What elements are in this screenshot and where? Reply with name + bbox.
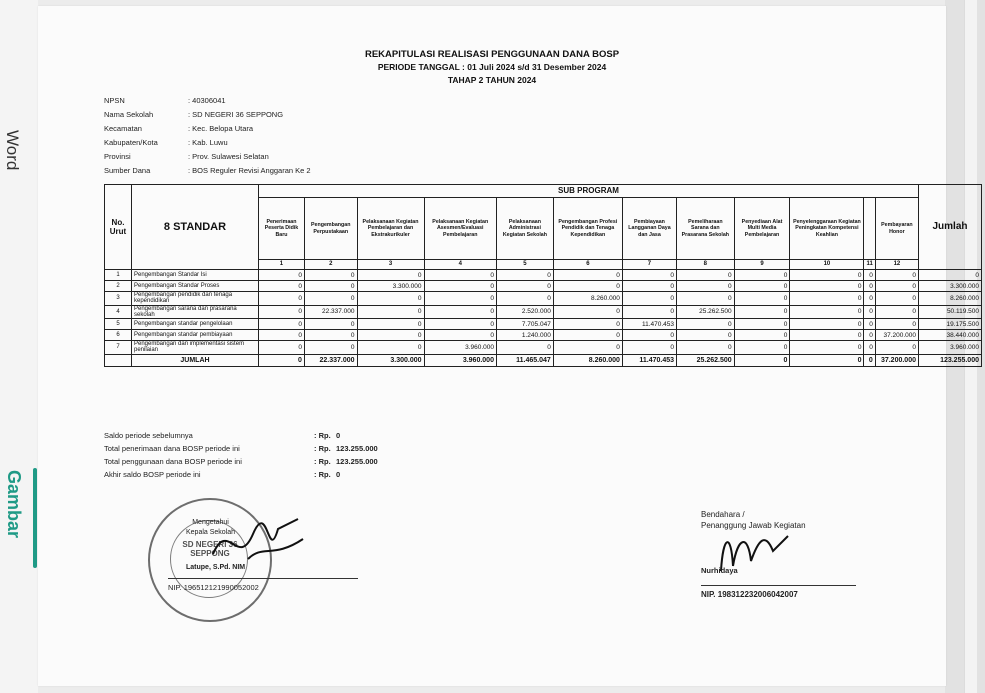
row-value-cell: 0 [790, 292, 864, 306]
row-value-cell: 0 [790, 305, 864, 319]
document-page [38, 6, 979, 686]
row-value-cell: 0 [259, 330, 305, 341]
summary-currency: : Rp. [314, 457, 331, 466]
right-role-line2: Penanggung Jawab Kegiatan [701, 521, 806, 530]
info-row [104, 96, 311, 110]
left-signature-line [168, 578, 358, 579]
left-signatory-role: Mengetahui Kepala Sekolah [186, 519, 236, 536]
row-standard-name: Pengembangan standar pembiayaan [132, 330, 259, 341]
col-number: 8 [677, 260, 735, 270]
info-value: : 40306041 [188, 96, 226, 105]
row-standard-name: Pengembangan sarana dan prasarana sekolah [132, 305, 259, 319]
row-number: 7 [105, 341, 132, 355]
row-value-cell: 0 [357, 341, 424, 355]
col-number: 5 [496, 260, 553, 270]
row-value-cell: 0 [875, 270, 918, 281]
row-value-cell: 0 [553, 281, 622, 292]
row-value-cell: 0 [622, 305, 676, 319]
doc-period: PERIODE TANGGAL : 01 Juli 2024 s/d 31 Desember 2024 [377, 62, 607, 72]
row-value-cell: 0 [424, 305, 496, 319]
total-label: JUMLAH [132, 354, 259, 366]
total-value-cell: 0 [259, 354, 305, 366]
sidebar-word-label[interactable]: Word [3, 130, 22, 171]
row-value-cell: 0 [357, 330, 424, 341]
row-value-cell: 0 [622, 341, 676, 355]
row-number: 3 [105, 292, 132, 306]
row-number: 5 [105, 319, 132, 330]
col-number: 1 [259, 260, 305, 270]
row-value-cell: 0 [677, 270, 735, 281]
total-value-cell: 0 [864, 354, 875, 366]
row-standard-name: Pengembangan standar pengelolaan [132, 319, 259, 330]
summary-label: Saldo periode sebelumnya [104, 431, 193, 440]
row-number: 2 [105, 281, 132, 292]
row-jumlah-cell: 3.300.000 [919, 281, 982, 292]
header-jumlah: Jumlah [919, 185, 982, 270]
total-blank-cell [105, 354, 132, 366]
summary-currency: : Rp. [314, 444, 331, 453]
summary-row [104, 444, 378, 457]
sub-header: Pembayaran Honor [875, 198, 918, 260]
row-value-cell: 22.337.000 [304, 305, 357, 319]
total-value-cell: 37.200.000 [875, 354, 918, 366]
row-value-cell: 0 [424, 281, 496, 292]
row-value-cell: 2.520.000 [496, 305, 553, 319]
row-value-cell: 7.705.047 [496, 319, 553, 330]
row-standard-name: Pengembangan pendidik dan tenaga kependidikan [132, 292, 259, 306]
row-value-cell: 0 [864, 319, 875, 330]
row-value-cell: 0 [304, 270, 357, 281]
total-value-cell: 22.337.000 [304, 354, 357, 366]
row-value-cell: 0 [496, 270, 553, 281]
row-value-cell: 0 [790, 270, 864, 281]
row-standard-name: Pengembangan dan implementasi sistem penilaian [132, 341, 259, 355]
row-jumlah-cell: 3.960.000 [919, 341, 982, 355]
row-value-cell: 25.262.500 [677, 305, 735, 319]
row-value-cell: 0 [304, 281, 357, 292]
row-value-cell: 0 [875, 292, 918, 306]
info-row [104, 124, 311, 138]
info-row [104, 138, 311, 152]
row-value-cell: 0 [734, 330, 790, 341]
sub-header: Penyelenggaraan Kegiatan Peningkatan Kompetensi Keahlian [790, 198, 864, 260]
row-value-cell: 8.260.000 [553, 292, 622, 306]
row-value-cell: 3.300.000 [357, 281, 424, 292]
info-value: : SD NEGERI 36 SEPPONG [188, 110, 284, 119]
table-row [105, 292, 982, 306]
summary-row [104, 470, 378, 483]
left-sidebar-strip [0, 0, 38, 693]
summary-label: Total penerimaan dana BOSP periode ini [104, 444, 240, 453]
info-value: : Prov. Sulawesi Selatan [188, 152, 269, 161]
sub-header: Pengembangan Perpustakaan [304, 198, 357, 260]
row-jumlah-cell: 38.440.000 [919, 330, 982, 341]
row-value-cell: 0 [875, 305, 918, 319]
left-signatory-name: Latupe, S.Pd. NIM [186, 564, 246, 571]
col-number: 11 [864, 260, 875, 270]
summary-value: 0 [336, 431, 341, 440]
total-value-cell: 11.470.453 [622, 354, 676, 366]
col-number: 7 [622, 260, 676, 270]
total-value-cell: 3.960.000 [424, 354, 496, 366]
table-row [105, 305, 982, 319]
total-jumlah-cell: 123.255.000 [919, 354, 982, 366]
row-number: 1 [105, 270, 132, 281]
total-row [105, 354, 982, 366]
row-value-cell: 0 [496, 281, 553, 292]
row-value-cell: 0 [357, 305, 424, 319]
sidebar-accent-bar [33, 468, 37, 568]
row-value-cell: 0 [677, 319, 735, 330]
row-value-cell: 0 [734, 305, 790, 319]
row-value-cell: 0 [677, 292, 735, 306]
row-standard-name: Pengembangan Standar Isi [132, 270, 259, 281]
col-number: 4 [424, 260, 496, 270]
row-value-cell: 0 [734, 341, 790, 355]
table-row [105, 319, 982, 330]
info-label: Kabupaten/Kota [104, 138, 158, 147]
row-value-cell: 0 [734, 292, 790, 306]
info-label: Kecamatan [104, 124, 142, 133]
table-row [105, 341, 982, 355]
right-signatory-name: Nurhidaya [701, 566, 738, 575]
row-value-cell: 0 [424, 319, 496, 330]
row-value-cell: 0 [259, 341, 305, 355]
total-value-cell: 0 [790, 354, 864, 366]
header-sub-program: SUB PROGRAM [259, 185, 919, 198]
info-value: : Kab. Luwu [188, 138, 228, 147]
info-value: : BOS Reguler Revisi Anggaran Ke 2 [188, 166, 311, 175]
info-label: Provinsi [104, 152, 131, 161]
col-number: 3 [357, 260, 424, 270]
row-value-cell: 3.960.000 [424, 341, 496, 355]
row-value-cell: 0 [553, 330, 622, 341]
row-value-cell: 0 [259, 305, 305, 319]
sub-header: Pengembangan Profesi Pendidik dan Tenaga Kependidikan [553, 198, 622, 260]
row-value-cell: 0 [259, 319, 305, 330]
row-value-cell: 0 [864, 330, 875, 341]
row-value-cell: 0 [875, 281, 918, 292]
row-number: 4 [105, 305, 132, 319]
info-row [104, 166, 311, 180]
right-signature-line [701, 585, 856, 586]
row-value-cell: 0 [304, 319, 357, 330]
summary-currency: : Rp. [314, 470, 331, 479]
row-value-cell: 0 [864, 292, 875, 306]
summary-block [104, 431, 378, 483]
school-info [104, 96, 311, 180]
row-value-cell: 0 [357, 319, 424, 330]
sub-header: Penyediaan Alat Multi Media Pembelajaran [734, 198, 790, 260]
col-number: 2 [304, 260, 357, 270]
row-value-cell: 0 [424, 330, 496, 341]
row-value-cell: 11.470.453 [622, 319, 676, 330]
row-value-cell: 0 [357, 292, 424, 306]
sub-header: Pelaksanaan Kegiatan Asesmen/Evaluasi Pembelajaran [424, 198, 496, 260]
row-value-cell: 0 [790, 341, 864, 355]
row-value-cell: 0 [304, 330, 357, 341]
table-row [105, 281, 982, 292]
total-value-cell: 8.260.000 [553, 354, 622, 366]
row-value-cell: 0 [864, 270, 875, 281]
right-role-line1: Bendahara / [701, 510, 745, 519]
col-number: 12 [875, 260, 918, 270]
info-row [104, 152, 311, 166]
total-value-cell: 25.262.500 [677, 354, 735, 366]
row-value-cell: 0 [259, 270, 305, 281]
row-value-cell: 0 [496, 292, 553, 306]
row-value-cell: 0 [259, 281, 305, 292]
row-value-cell: 0 [622, 330, 676, 341]
sub-header: Pembiayaan Langganan Daya dan Jasa [622, 198, 676, 260]
row-value-cell: 0 [496, 341, 553, 355]
summary-value: 123.255.000 [336, 457, 378, 466]
row-number: 6 [105, 330, 132, 341]
row-value-cell: 37.200.000 [875, 330, 918, 341]
recap-table [104, 184, 982, 367]
row-value-cell: 0 [304, 341, 357, 355]
row-value-cell: 0 [875, 319, 918, 330]
row-value-cell: 1.240.000 [496, 330, 553, 341]
row-jumlah-cell: 50.119.500 [919, 305, 982, 319]
header-no-urut: No. Urut [105, 185, 132, 270]
info-row [104, 110, 311, 124]
summary-value: 123.255.000 [336, 444, 378, 453]
header-8-standar: 8 STANDAR [132, 185, 259, 270]
sidebar-gambar-label[interactable]: Gambar [4, 470, 24, 539]
row-value-cell: 0 [424, 292, 496, 306]
summary-row [104, 431, 378, 444]
sub-header: Pelaksanaan Kegiatan Pembelajaran dan Ekstrakurikuler [357, 198, 424, 260]
row-jumlah-cell: 8.260.000 [919, 292, 982, 306]
info-label: Sumber Dana [104, 166, 151, 175]
row-value-cell: 0 [553, 305, 622, 319]
row-value-cell: 0 [357, 270, 424, 281]
summary-currency: : Rp. [314, 431, 331, 440]
right-signatory-nip: NIP. 198312232006042007 [701, 590, 798, 599]
row-standard-name: Pengembangan Standar Proses [132, 281, 259, 292]
left-signatory-nip: NIP. 196512121990052002 [168, 583, 259, 592]
sub-header [864, 198, 875, 260]
total-value-cell: 11.465.047 [496, 354, 553, 366]
summary-label: Akhir saldo BOSP periode ini [104, 470, 201, 479]
info-label: Nama Sekolah [104, 110, 154, 119]
row-value-cell: 0 [304, 292, 357, 306]
row-value-cell: 0 [622, 281, 676, 292]
row-value-cell: 0 [553, 341, 622, 355]
row-value-cell: 0 [259, 292, 305, 306]
table-row [105, 270, 982, 281]
row-jumlah-cell: 0 [919, 270, 982, 281]
row-value-cell: 0 [734, 270, 790, 281]
total-value-cell: 0 [734, 354, 790, 366]
table-body [105, 270, 982, 367]
info-value: : Kec. Belopa Utara [188, 124, 254, 133]
row-value-cell: 0 [677, 281, 735, 292]
info-label: NPSN [104, 96, 125, 105]
sub-header: Penerimaan Peserta Didik Baru [259, 198, 305, 260]
sub-header: Pemeliharaan Sarana dan Prasarana Sekolah [677, 198, 735, 260]
row-value-cell: 0 [734, 281, 790, 292]
row-value-cell: 0 [622, 270, 676, 281]
table-row [105, 330, 982, 341]
row-value-cell: 0 [790, 281, 864, 292]
row-value-cell: 0 [553, 270, 622, 281]
row-value-cell: 0 [553, 319, 622, 330]
row-value-cell: 0 [790, 319, 864, 330]
stamp-text: SD NEGERI 36 SEPPONG [182, 540, 238, 558]
row-value-cell: 0 [864, 305, 875, 319]
doc-stage: TAHAP 2 TAHUN 2024 [447, 75, 537, 85]
col-number: 6 [553, 260, 622, 270]
col-number: 9 [734, 260, 790, 270]
summary-value: 0 [336, 470, 341, 479]
row-value-cell: 0 [424, 270, 496, 281]
row-value-cell: 0 [875, 341, 918, 355]
summary-label: Total penggunaan dana BOSP periode ini [104, 457, 242, 466]
row-value-cell: 0 [734, 319, 790, 330]
col-number: 10 [790, 260, 864, 270]
row-value-cell: 0 [864, 341, 875, 355]
row-value-cell: 0 [677, 341, 735, 355]
row-value-cell: 0 [864, 281, 875, 292]
summary-row [104, 457, 378, 470]
row-value-cell: 0 [677, 330, 735, 341]
row-jumlah-cell: 19.175.500 [919, 319, 982, 330]
row-value-cell: 0 [790, 330, 864, 341]
sub-header: Pelaksanaan Administrasi Kegiatan Sekolah [496, 198, 553, 260]
doc-title: REKAPITULASI REALISASI PENGGUNAAN DANA BOSP [364, 49, 620, 60]
total-value-cell: 3.300.000 [357, 354, 424, 366]
row-value-cell: 0 [622, 292, 676, 306]
